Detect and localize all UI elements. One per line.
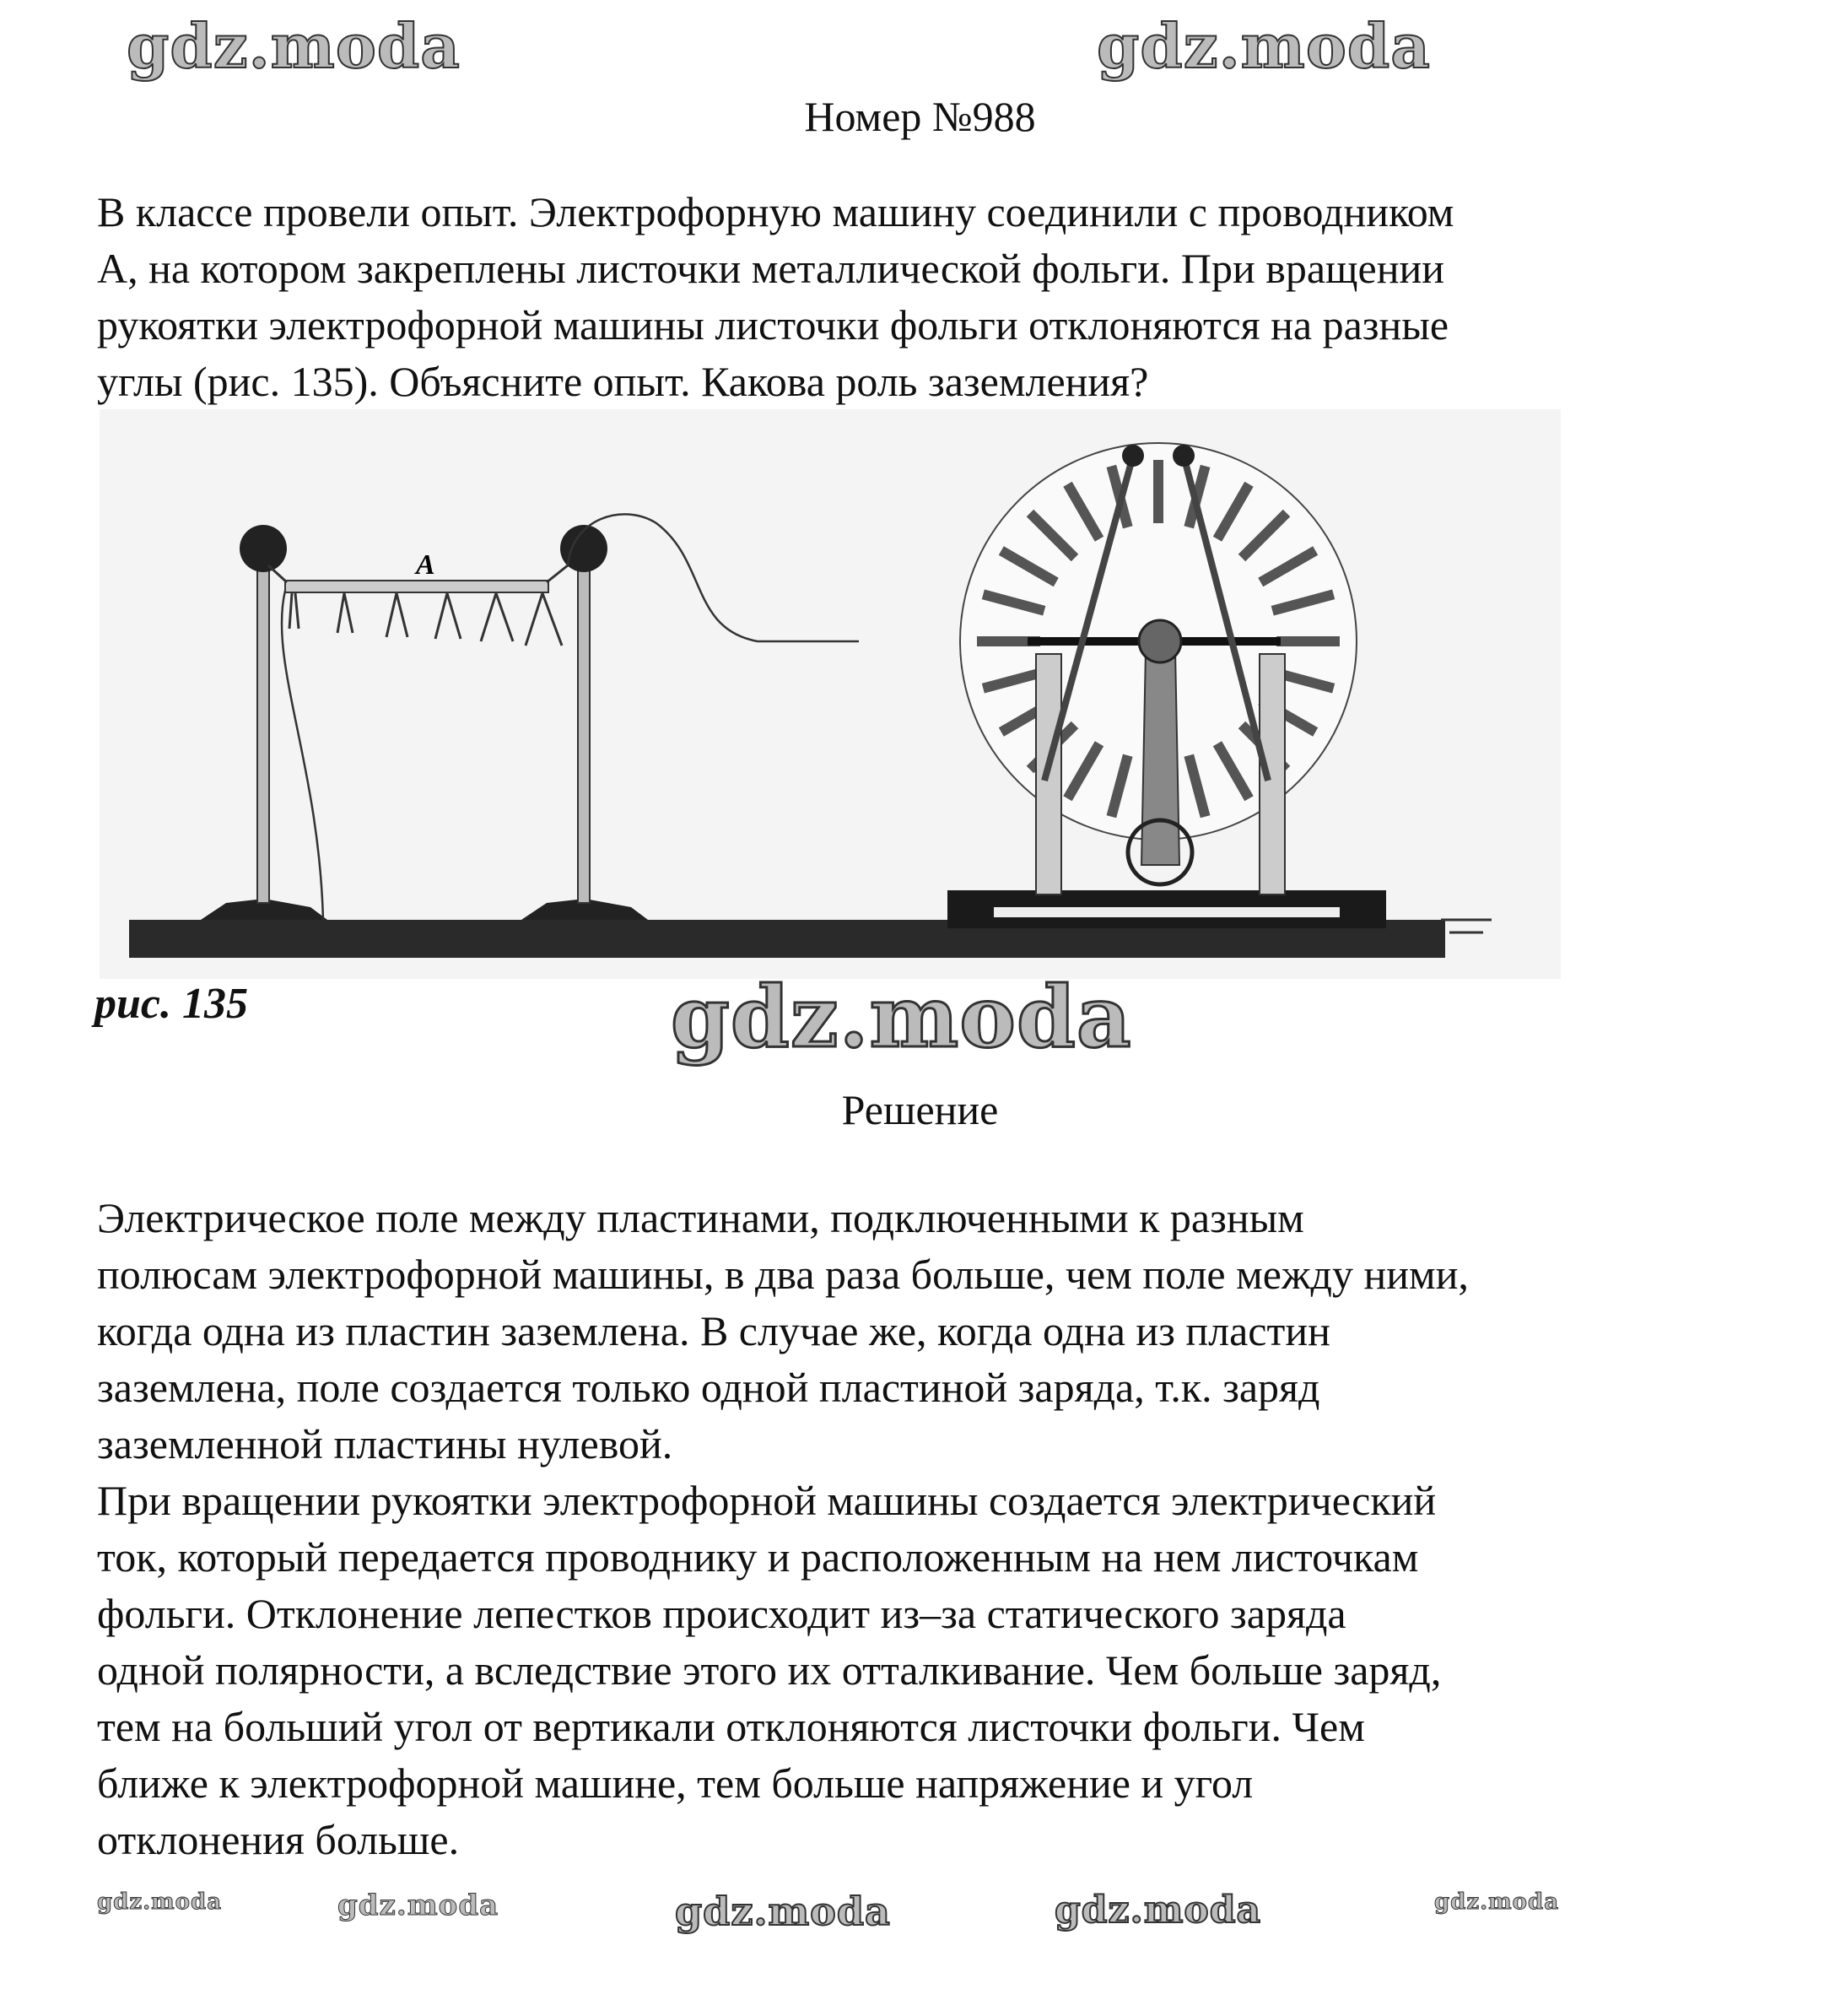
watermark: gdz.moda [127,10,461,82]
watermark: gdz.moda [671,967,1132,1067]
problem-line: углы (рис. 135). Объясните опыт. Какова роль заземления? [97,358,1149,405]
electrophorus-figure [100,409,1561,979]
solution-line: фольги. Отклонение лепестков происходит из–за статического заряда [97,1590,1346,1637]
disc-sector [1153,460,1163,523]
crank-arm [1141,650,1179,865]
watermark: gdz.moda [1097,10,1431,82]
problem-line: В классе провели опыт. Электрофорную машину соединили с проводником [97,188,1454,235]
solution-line: отклонения больше. [97,1816,460,1863]
watermark: gdz.moda [1434,1889,1560,1915]
figure-caption: рис. 135 [94,980,248,1028]
left-ball [240,525,287,572]
problem-line: рукоятки электрофорной машины листочки фольги отклоняются на разные [97,301,1449,349]
solution-line: заземленной пластины нулевой. [97,1420,673,1467]
solution-line: когда одна из пластин заземлена. В случае же, когда одна из пластин [97,1307,1330,1354]
solution-line: заземлена, поле создается только одной пластиной заряда, т.к. заряд [97,1364,1320,1411]
watermark: gdz.moda [675,1889,891,1934]
left-stand-pole [257,561,269,903]
solution-line: Электрическое поле между пластинами, подключенными к разным [97,1194,1304,1241]
solution-line: тем на больший угол от вертикали отклоняются листочки фольги. Чем [97,1703,1365,1750]
watermark: gdz.moda [1055,1889,1262,1932]
solution-line: ток, который передается проводнику и расположенным на нем листочкам [97,1533,1419,1581]
disc-sector [1276,636,1340,646]
solution-line: ближе к электрофорной машине, тем больше напряжение и угол [97,1759,1254,1807]
label-a: A [416,549,435,581]
watermark: gdz.moda [97,1889,223,1915]
solution-line: полюсам электрофорной машины, в два раза больше, чем поле между ними, [97,1251,1469,1298]
watermark: gdz.moda [337,1889,499,1922]
conductor-a [285,581,548,592]
page-title: Номер №988 [804,93,1036,140]
problem-line: А, на котором закреплены листочки металлической фольги. При вращении [97,245,1444,292]
solution-heading: Решение [841,1086,999,1133]
solution-line: одной полярности, а вследствие этого их отталкивание. Чем больше заряд, [97,1646,1442,1694]
solution-line: При вращении рукоятки электрофорной машины создается электрический [97,1477,1437,1524]
mid-stand-pole [578,561,590,903]
